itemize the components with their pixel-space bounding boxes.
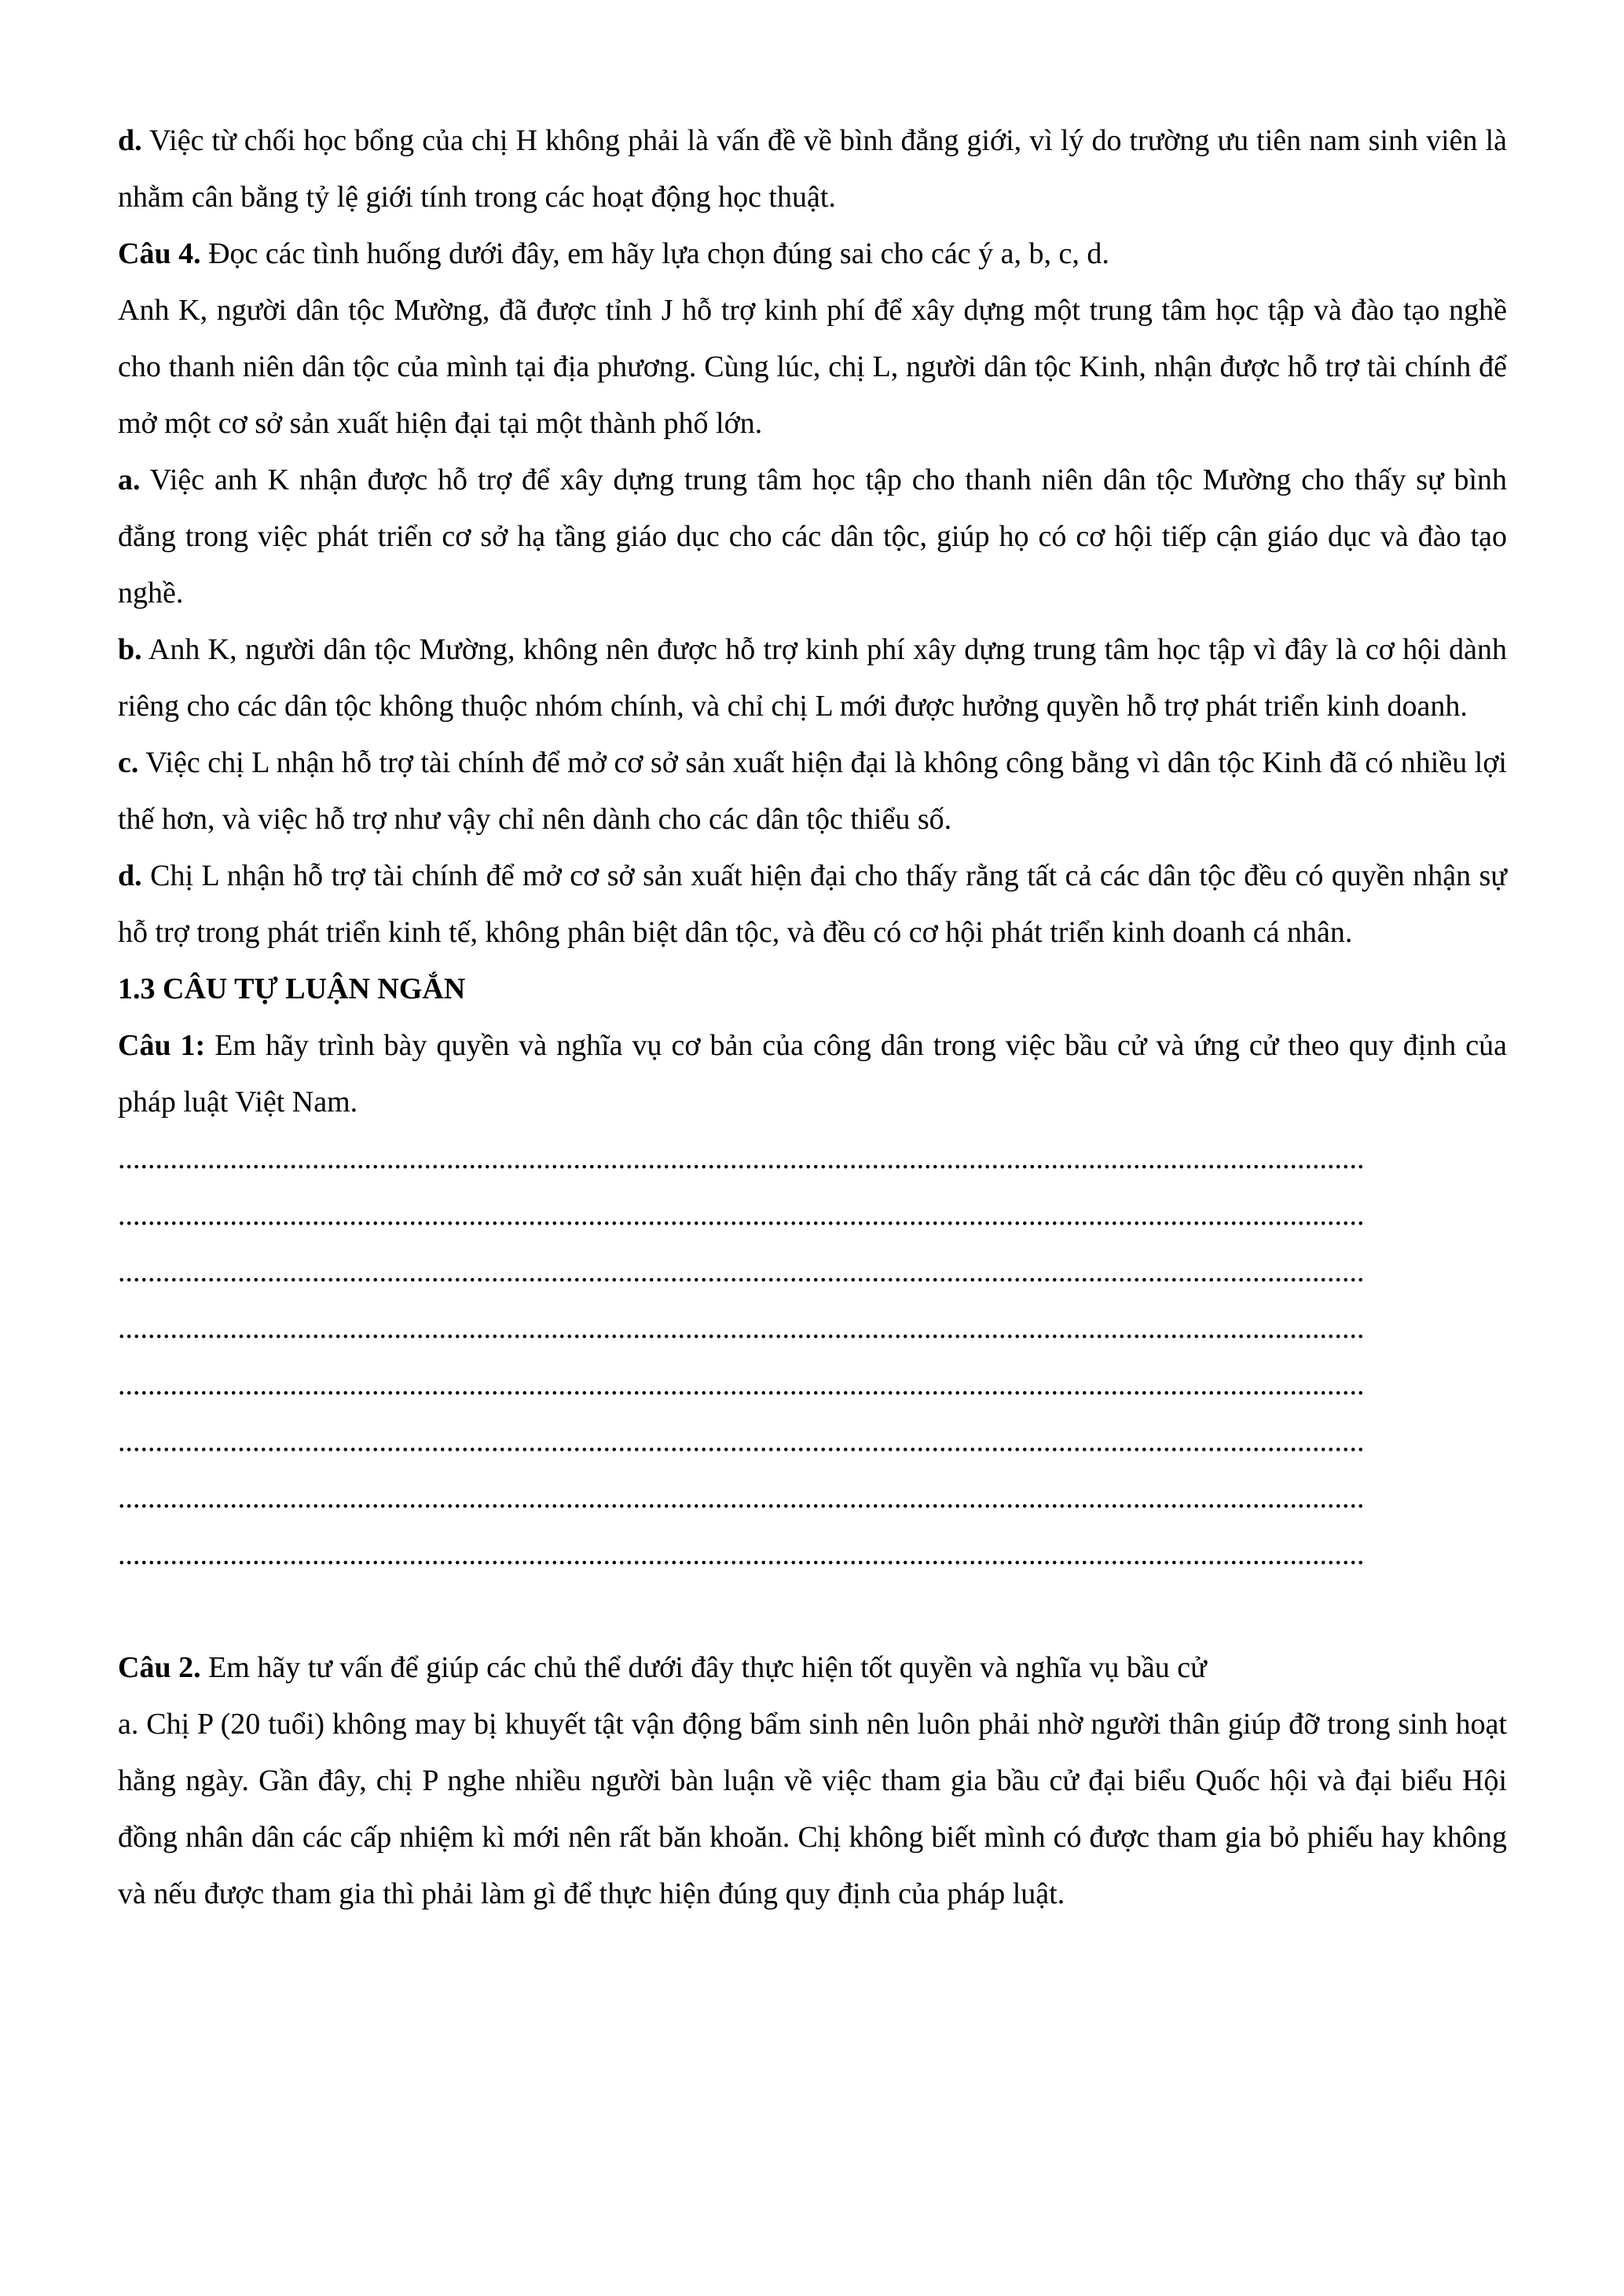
question-4-item-c xyxy=(118,734,1507,848)
item-label: d. xyxy=(118,859,142,892)
short-answer-question-2-prompt xyxy=(118,1639,1507,1696)
item-text: Việc anh K nhận được hỗ trợ để xây dựng trung tâm học tập cho thanh niên dân tộc Mường cho thấy sự bình đẳng trong việc phát triển cơ sở hạ tầng giáo dục cho các dân tộc, giúp họ có cơ hội tiếp cận giáo dục và đào tạo nghề. xyxy=(118,463,1507,610)
spacer xyxy=(118,1583,1507,1639)
document-page xyxy=(118,112,1507,1922)
answer-line[interactable]: ....................................................................................................................................................................... xyxy=(118,1538,1365,1571)
previous-item-d xyxy=(118,112,1507,225)
question-4-item-a xyxy=(118,452,1507,621)
item-text: Chị L nhận hỗ trợ tài chính để mở cơ sở sản xuất hiện đại cho thấy rằng tất cả các dân tộc đều có quyền nhận sự hỗ trợ trong phát triển kinh tế, không phân biệt dân tộc, và đều có cơ hội phát triển kinh doanh cá nhân. xyxy=(118,859,1507,949)
item-text: Việc chị L nhận hỗ trợ tài chính để mở cơ sở sản xuất hiện đại là không công bằng vì dân tộc Kinh đã có nhiều lợi thế hơn, và việc hỗ trợ như vậy chỉ nên dành cho các dân tộc thiểu số. xyxy=(118,746,1507,836)
answer-line[interactable]: ....................................................................................................................................................................... xyxy=(118,1312,1365,1345)
short-answer-question-1 xyxy=(118,1017,1507,1130)
question-text: Đọc các tình huống dưới đây, em hãy lựa chọn đúng sai cho các ý a, b, c, d. xyxy=(200,237,1109,270)
question-4-prompt xyxy=(118,225,1507,282)
question-label: Câu 2. xyxy=(118,1651,201,1684)
item-label: a. xyxy=(118,463,141,496)
question-text: Em hãy trình bày quyền và nghĩa vụ cơ bản của công dân trong việc bầu cử và ứng cử theo quy định của pháp luật Việt Nam. xyxy=(118,1029,1508,1119)
question-label: Câu 1: xyxy=(118,1029,206,1062)
question-label: Câu 4. xyxy=(118,237,201,270)
answer-line[interactable]: ....................................................................................................................................................................... xyxy=(118,1481,1365,1514)
answer-line[interactable]: ....................................................................................................................................................................... xyxy=(118,1199,1365,1232)
section-heading: 1.3 CÂU TỰ LUẬN NGẮN xyxy=(118,972,466,1005)
question-text: Em hãy tư vấn để giúp các chủ thể dưới đây thực hiện tốt quyền và nghĩa vụ bầu cử xyxy=(200,1651,1207,1684)
item-label: b. xyxy=(118,633,142,666)
answer-line[interactable]: ....................................................................................................................................................................... xyxy=(118,1425,1365,1458)
item-label: c. xyxy=(118,746,139,779)
answer-line[interactable]: ....................................................................................................................................................................... xyxy=(118,1255,1365,1288)
answer-line[interactable]: ....................................................................................................................................................................... xyxy=(118,1368,1365,1401)
item-text: Anh K, người dân tộc Mường, không nên được hỗ trợ kinh phí xây dựng trung tâm học tập vì đây là cơ hội dành riêng cho các dân tộc không thuộc nhóm chính, và chỉ chị L mới được hưởng quyền hỗ trợ phát triển kinh doanh. xyxy=(118,633,1507,723)
question-2-item-a: a. Chị P (20 tuổi) không may bị khuyết tật vận động bẩm sinh nên luôn phải nhờ người thân giúp đỡ trong sinh hoạt hằng ngày. Gần đây, chị P nghe nhiều người bàn luận về việc tham gia bầu cử đại biểu Quốc hội và đại biểu Hội đồng nhân dân các cấp nhiệm kì mới nên rất băn khoăn. Chị không biết mình có được tham gia bỏ phiếu hay không và nếu được tham gia thì phải làm gì để thực hiện đúng quy định của pháp luật. xyxy=(118,1708,1507,1910)
item-text: Việc từ chối học bổng của chị H không phải là vấn đề về bình đẳng giới, vì lý do trường ưu tiên nam sinh viên là nhằm cân bằng tỷ lệ giới tính trong các hoạt động học thuật. xyxy=(118,124,1507,214)
item-label: d. xyxy=(118,124,142,157)
answer-lines xyxy=(118,1130,1507,1583)
question-4-item-b xyxy=(118,621,1507,734)
answer-line[interactable]: ....................................................................................................................................................................... xyxy=(118,1142,1365,1175)
question-4-item-d xyxy=(118,848,1507,961)
question-4-scenario: Anh K, người dân tộc Mường, đã được tỉnh J hỗ trợ kinh phí để xây dựng một trung tâm học tập và đào tạo nghề cho thanh niên dân tộc của mình tại địa phương. Cùng lúc, chị L, người dân tộc Kinh, nhận được hỗ trợ tài chính để mở một cơ sở sản xuất hiện đại tại một thành phố lớn. xyxy=(118,294,1507,440)
